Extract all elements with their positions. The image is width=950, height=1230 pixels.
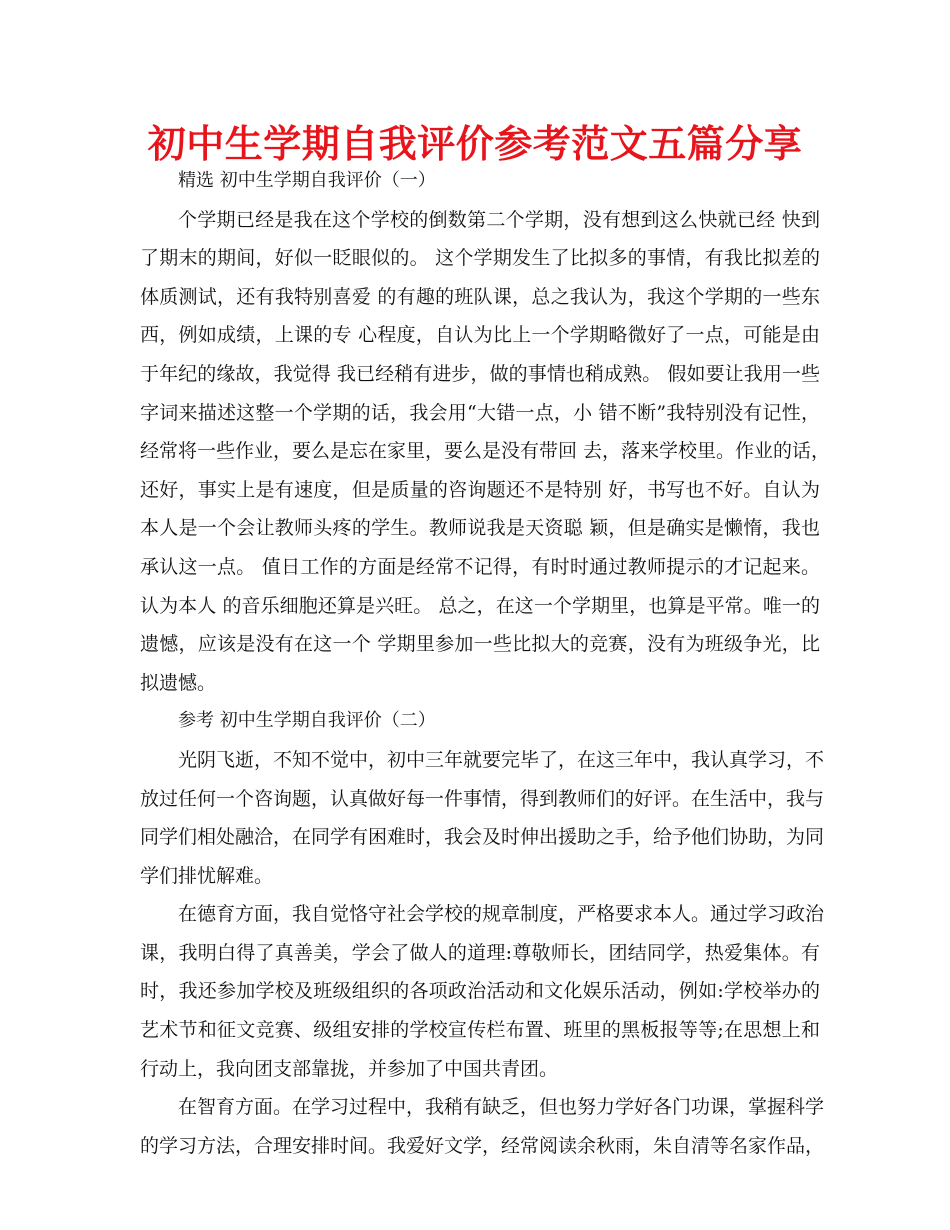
paragraph-line: 的学习方法，合理安排时间。我爱好文学，经常阅读余秋雨，朱自清等名家作品， bbox=[140, 1134, 825, 1157]
paragraph-last-line: 学们排忧解难。 bbox=[140, 864, 274, 887]
paragraph-line: 经常将一些作业，要么是忘在家里，要么是没有带回 去，落来学校里。作业的话， bbox=[140, 440, 831, 463]
paragraph-line: 体质测试，还有我特别喜爱 的有趣的班队课，总之我认为，我这个学期的一些东 bbox=[140, 285, 820, 308]
paragraph-first-line: 在德育方面，我自觉恪守社会学校的规章制度，严格要求本人。通过学习政治 bbox=[178, 903, 825, 926]
document-title: 初中生学期自我评价参考范文五篇分享 bbox=[147, 122, 803, 166]
paragraph-first-line: 在智育方面。在学习过程中，我稍有缺乏，但也努力学好各门功课，掌握科学 bbox=[178, 1096, 825, 1119]
document-body bbox=[140, 162, 831, 1165]
paragraph-line: 了期末的期间，好似一眨眼似的。 这个学期发生了比拟多的事情，有我比拟差的 bbox=[140, 247, 820, 270]
paragraph-line: 字词来描述这整一个学期的话，我会用“大错一点，小 错不断”我特别没有记性， bbox=[140, 401, 820, 424]
paragraph-last-line: 拟遗憾。 bbox=[140, 671, 217, 694]
paragraph-line: 认为本人 的音乐细胞还算是兴旺。 总之，在这一个学期里，也算是平常。唯一的 bbox=[140, 594, 820, 617]
paragraph-line: 遗憾，应该是没有在这一个 学期里参加一些比拟大的竞赛，没有为班级争光，比 bbox=[140, 633, 820, 656]
paragraph-last-line: 行动上，我向团支部靠拢，并参加了中国共青团。 bbox=[140, 1057, 559, 1080]
paragraph-line: 于年纪的缘故，我觉得 我已经稍有进步，做的事情也稍成熟。 假如要让我用一些 bbox=[140, 362, 820, 385]
paragraph-first-line: 光阴飞逝，不知不觉中，初中三年就要完毕了，在这三年中，我认真学习，不 bbox=[178, 748, 825, 771]
paragraph-line: 本人是一个会让教师头疼的学生。教师说我是天资聪 颖，但是确实是懒惰，我也 bbox=[140, 517, 820, 540]
paragraph-line: 承认这一点。 值日工作的方面是经常不记得，有时时通过教师提示的才记起来。 bbox=[140, 555, 820, 578]
paragraph-line: 西，例如成绩，上课的专 心程度，自认为比上一个学期略微好了一点，可能是由 bbox=[140, 324, 820, 347]
paragraph-line: 放过任何一个咨询题，认真做好每一件事情，得到教师们的好评。在生活中，我与 bbox=[140, 787, 825, 810]
paragraph-line: 还好，事实上是有速度，但是质量的咨询题还不是特别 好，书写也不好。自认为 bbox=[140, 478, 820, 501]
paragraph-line: 时，我还参加学校及班级组织的各项政治活动和文化娱乐活动，例如:学校举办的 bbox=[140, 980, 820, 1003]
section-heading: 参考 初中生学期自我评价（二） bbox=[178, 710, 436, 732]
section-heading: 精选 初中生学期自我评价（一） bbox=[178, 170, 436, 191]
paragraph-line: 同学们相处融洽，在同学有困难时，我会及时伸出援助之手，给予他们协助，为同 bbox=[140, 826, 825, 849]
paragraph-line: 课，我明白得了真善美，学会了做人的道理:尊敬师长，团结同学，热爱集体。有 bbox=[140, 941, 820, 964]
paragraph-line: 艺术节和征文竞赛、级组安排的学校宣传栏布置、班里的黑板报等等;在思想上和 bbox=[140, 1019, 820, 1042]
paragraph-first-line: 个学期已经是我在这个学校的倒数第二个学期，没有想到这么快就已经 快到 bbox=[178, 208, 820, 231]
